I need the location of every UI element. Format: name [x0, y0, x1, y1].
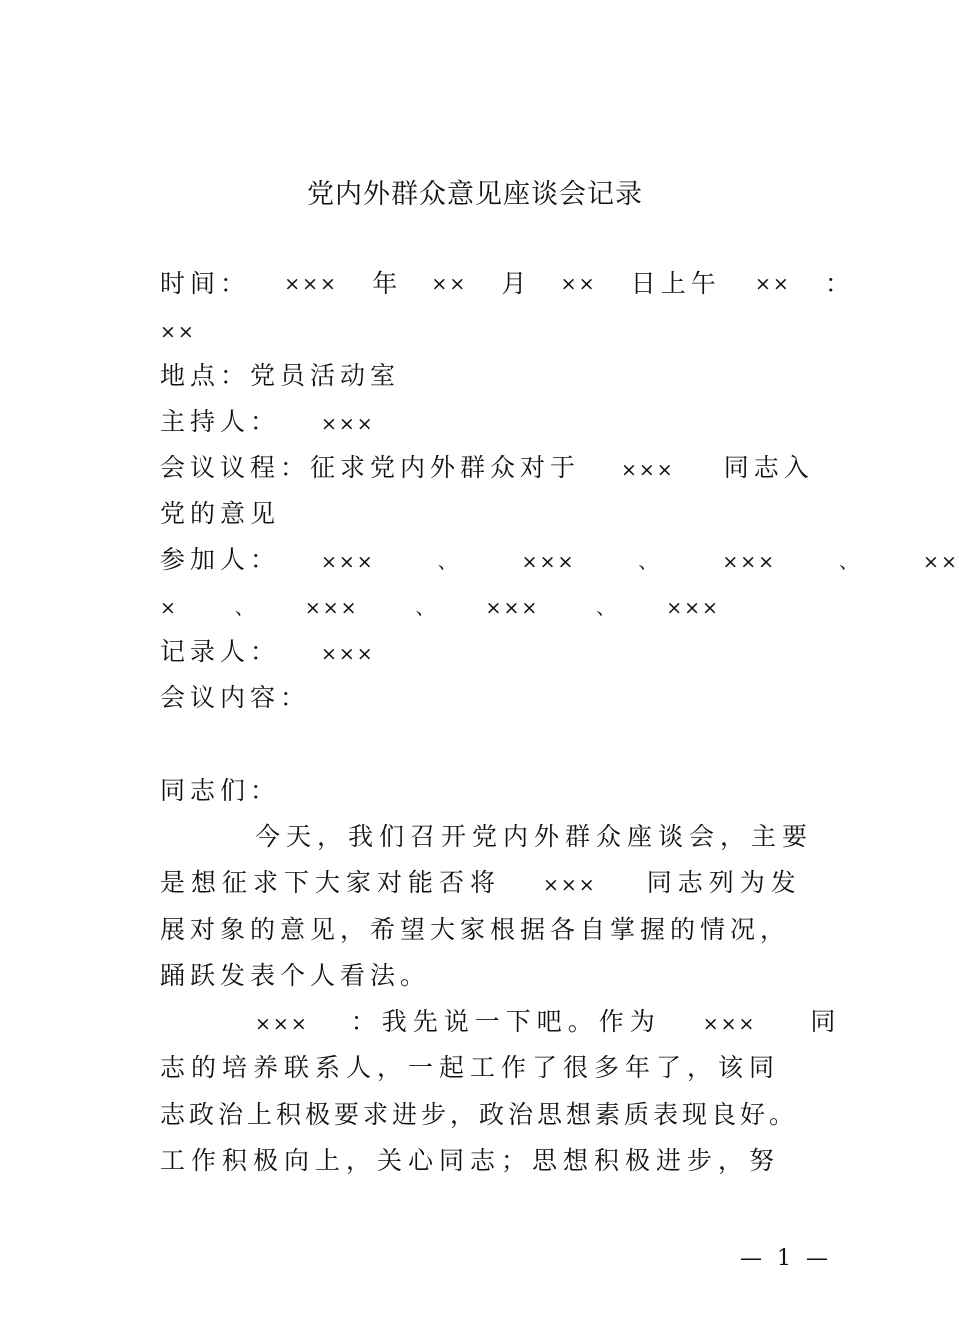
- attendee-name: ×××: [485, 597, 540, 619]
- paragraph-2-line-2: 志的培养联系人，一起工作了很多年了，该同: [160, 1053, 781, 1082]
- attendee-name: ××: [923, 551, 959, 573]
- time-minute-value: ××: [160, 321, 196, 343]
- attendee-name: ×××: [722, 551, 777, 573]
- host-label: 主持人：: [160, 407, 281, 436]
- host-line: [160, 402, 850, 442]
- paragraph-1-text-tail: 同志列为发: [646, 868, 802, 897]
- attendees-line: [160, 540, 959, 580]
- time-year-value: ×××: [284, 273, 338, 295]
- attendees-label: 参加人：: [160, 545, 281, 574]
- attendee-separator: 、: [415, 597, 437, 619]
- attendees-line-continued: [160, 586, 850, 626]
- paragraph-1-line-2: [160, 863, 850, 903]
- page-number: — 1 —: [740, 1246, 832, 1271]
- time-line-continued: [160, 310, 850, 350]
- paragraph-1-line-3: 展对象的意见，希望大家根据各自掌握的情况，: [160, 915, 791, 944]
- time-year-unit: 年: [372, 269, 398, 298]
- paragraph-1-name: ×××: [542, 874, 597, 896]
- attendee-name: ×××: [320, 551, 375, 573]
- recorder-value: ×××: [320, 643, 375, 665]
- paragraph-1-text: 是想征求下大家对能否将: [160, 868, 502, 897]
- time-month-unit: 月: [501, 269, 527, 298]
- time-colon: ：: [824, 269, 850, 298]
- time-label: 时间：: [160, 269, 251, 298]
- attendee-name: ×××: [521, 551, 576, 573]
- paragraph-2-line-4: 工作积极向上，关心同志；思想积极进步，努: [160, 1146, 781, 1175]
- recorder-line: [160, 632, 850, 672]
- time-day-value: ××: [560, 273, 597, 295]
- time-hour-value: ××: [754, 273, 791, 295]
- paragraph-2-line-1: [160, 1002, 850, 1042]
- time-month-value: ××: [431, 273, 468, 295]
- paragraph-2-speaker: ×××: [255, 1013, 309, 1035]
- recorder-label: 记录人：: [160, 637, 281, 666]
- agenda-tail: 同志入: [723, 453, 814, 482]
- paragraph-2-text-tail: 同: [810, 1007, 842, 1036]
- attendee-separator: 、: [596, 597, 618, 619]
- attendee-separator: 、: [638, 551, 660, 573]
- location-line: 地点：党员活动室: [160, 361, 401, 390]
- salutation: 同志们：: [160, 776, 281, 805]
- agenda-line: [160, 448, 850, 488]
- paragraph-2-text: ：我先说一下吧。作为: [350, 1007, 661, 1036]
- document-title: 党内外群众意见座谈会记录: [307, 179, 643, 210]
- agenda-label: 会议议程：征求党内外群众对于: [160, 453, 581, 482]
- attendee-name: ×××: [666, 597, 720, 619]
- attendee-name: ×××: [304, 597, 359, 619]
- agenda-name: ×××: [620, 459, 675, 481]
- time-day-unit: 日上午: [630, 269, 721, 298]
- paragraph-1-line-1: 今天，我们召开党内外群众座谈会，主要: [255, 822, 814, 851]
- content-label: 会议内容：: [160, 683, 311, 712]
- host-value: ×××: [320, 413, 375, 435]
- paragraph-2-line-3: 志政治上积极要求进步，政治思想素质表现良好。: [160, 1100, 799, 1129]
- time-line: [160, 264, 850, 304]
- attendee-separator: 、: [839, 551, 861, 573]
- attendee-separator: 、: [437, 551, 459, 573]
- agenda-line-continued: 党的意见: [160, 499, 281, 528]
- paragraph-2-name: ×××: [702, 1013, 757, 1035]
- attendee-name: ×: [160, 597, 178, 619]
- paragraph-1-line-4: 踊跃发表个人看法。: [160, 961, 431, 990]
- attendee-separator: 、: [234, 597, 256, 619]
